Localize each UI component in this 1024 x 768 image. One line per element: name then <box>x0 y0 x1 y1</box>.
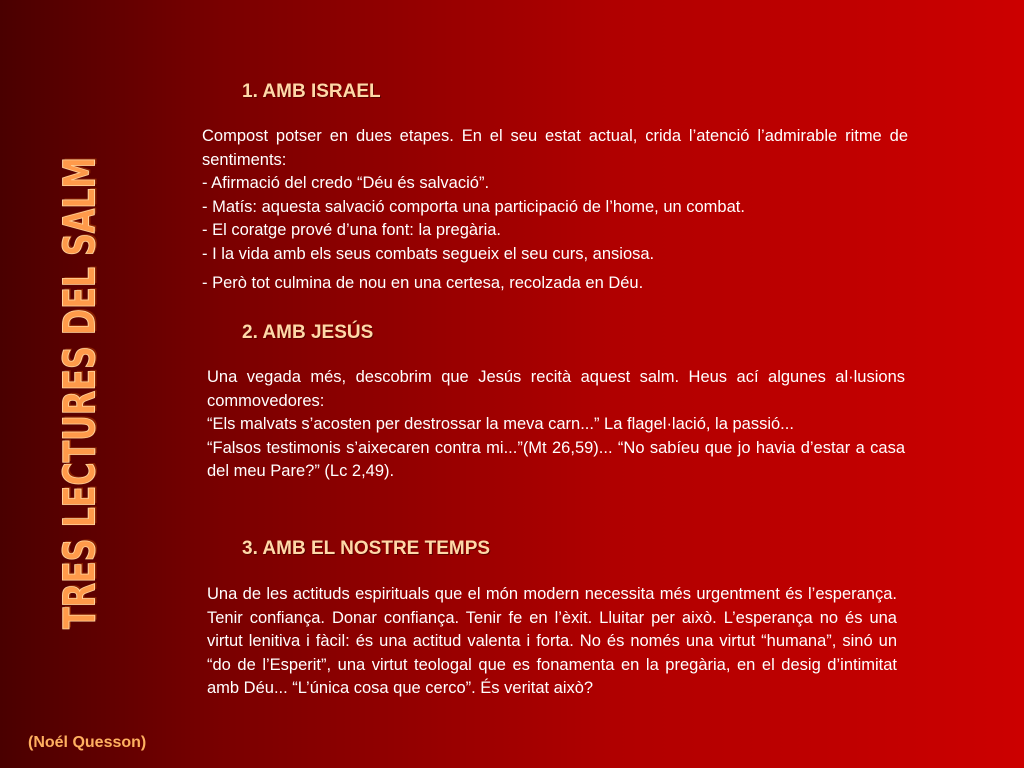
section2-paragraph: “Els malvats s’acosten per destrossar la meva carn...” La flagel·lació, la passió... <box>207 415 794 433</box>
section1-point: - El coratge prové d’una font: la pregària. <box>202 221 502 239</box>
section2-body <box>207 366 905 484</box>
section1-point: - Afirmació del credo “Déu és salvació”. <box>202 174 490 192</box>
section2-heading: 2. AMB JESÚS <box>242 322 374 343</box>
section2-paragraph: “Falsos testimonis s’aixecaren contra mi...”(Mt 26,59)... “No sabíeu que jo havia d’estar a casa del meu Pare?” (Lc 2,49). <box>207 438 905 480</box>
section1-intro: Compost potser en dues etapes. En el seu estat actual, crida l’atenció l’admirable ritme de sentiments: <box>202 127 908 169</box>
section3-body <box>207 583 897 701</box>
section1-point: - Matís: aquesta salvació comporta una participació de l’home, un combat. <box>202 197 745 216</box>
section3-paragraph: Una de les actituds espirituals que el món modern necessita més urgentment és l’esperança. Tenir confiança. Donar confiança. Tenir fe en l’èxit. Lluitar per això. L’esperança no és una virtut lenitiva i fàcil: és una actitud valenta i forta. No és només una virtut “humana”, sinó un “do de l’Esperit”, una virtut teologal que es fonamenta en la pregària, en el desig d’intimitat amb Déu... “L’única cosa que cerco”. És veritat això? <box>207 585 897 697</box>
section1-point: - I la vida amb els seus combats segueix el seu curs, ansiosa. <box>202 244 655 263</box>
section1-point: - Però tot culmina de nou en una certesa, recolzada en Déu. <box>202 274 644 292</box>
section1-heading: 1. AMB ISRAEL <box>242 81 381 102</box>
section2-paragraph: Una vegada més, descobrim que Jesús recità aquest salm. Heus ací algunes al·lusions commovedores: <box>207 368 905 410</box>
author-credit: (Noél Quesson) <box>28 734 147 751</box>
vertical-title-text: TRES LECTURES DEL SALM <box>54 157 106 629</box>
section3-heading: 3. AMB EL NOSTRE TEMPS <box>242 538 491 559</box>
section1-body <box>202 125 908 296</box>
vertical-title <box>55 65 106 721</box>
